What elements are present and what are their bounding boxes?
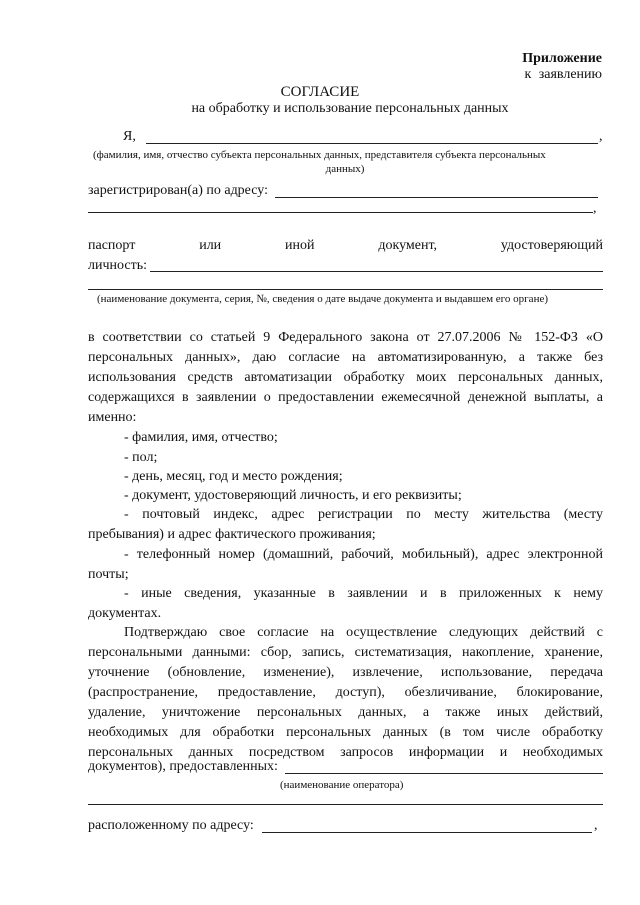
other-item — [88, 584, 603, 624]
subject-prefix: Я, — [123, 129, 136, 144]
passport-word: документ, — [378, 238, 438, 253]
located-label: расположенному по адресу: — [88, 818, 254, 833]
to-application-label: к заявлению — [524, 67, 602, 82]
confirm-line: удаление, уничтожение персональных данных, а также иных действий, — [88, 705, 603, 720]
intro-line: использования средств автоматизации обработку моих персональных данных, — [88, 370, 603, 385]
phone-item — [88, 545, 603, 585]
operator-note: (наименование оператора) — [280, 779, 404, 791]
identity-label: личность: — [88, 258, 147, 273]
confirm-line: персональными данными: сбор, запись, систематизация, накопление, хранение, — [88, 645, 603, 660]
document-title: СОГЛАСИЕ — [280, 84, 360, 100]
list-item: - фамилия, имя, отчество; — [124, 430, 278, 445]
postal-item — [88, 505, 603, 545]
address-field-2[interactable] — [88, 212, 593, 213]
passport-word: паспорт — [88, 238, 136, 253]
intro-paragraph — [88, 328, 603, 428]
list-item: - день, месяц, год и место рождения; — [124, 469, 343, 484]
intro-line: персональных данных», даю согласие на автоматизированную, а также без — [88, 350, 603, 365]
subject-note-line1: (фамилия, имя, отчество субъекта персональных данных, представителя субъекта персональных — [93, 149, 546, 161]
confirm-line: уточнение (обновление, изменение), извлечение, использование, передача — [88, 665, 603, 680]
confirm-paragraph — [88, 623, 603, 763]
passport-words — [88, 236, 603, 256]
postal-line: - почтовый индекс, адрес регистрации по месту жительства (месту — [124, 507, 603, 522]
intro-line: содержащихся в заявлении о предоставлении ежемесячной денежной выплаты, а — [88, 390, 603, 405]
document-subtitle: на обработку и использование персональных данных — [191, 101, 509, 116]
intro-line: в соответствии со статьей 9 Федерального закона от 27.07.2006 № 152-ФЗ «О — [88, 330, 603, 345]
operator-field[interactable] — [285, 773, 603, 774]
other-line: документах. — [88, 606, 162, 621]
subject-note-line2: данных) — [325, 163, 365, 175]
operator-field-2[interactable] — [88, 804, 603, 805]
address-line2-suffix: , — [593, 201, 597, 216]
confirm-line: персональных данных посредством запросов информации и необходимых — [88, 745, 603, 760]
address-field-1[interactable] — [275, 197, 598, 198]
phone-line: почты; — [88, 567, 129, 582]
address-label: зарегистрирован(а) по адресу: — [88, 183, 268, 198]
passport-word: или — [199, 238, 222, 253]
appendix-label: Приложение — [522, 51, 602, 66]
identity-field-2[interactable] — [88, 289, 603, 290]
passport-note: (наименование документа, серия, №, сведения о дате выдаче документа и выдавшем его органе) — [97, 293, 548, 305]
passport-word: удостоверяющий — [500, 238, 604, 253]
confirm-line: необходимых для обработки персональных данных (в том числе обработку — [88, 725, 603, 740]
other-line: - иные сведения, указанные в заявлении и в приложенных к нему — [124, 586, 603, 601]
located-suffix: , — [594, 818, 598, 833]
located-address-field[interactable] — [262, 832, 592, 833]
intro-line: именно: — [88, 410, 137, 425]
provided-label: документов), предоставленных: — [88, 759, 278, 774]
postal-line: пребывания) и адрес фактического проживания; — [88, 527, 376, 542]
confirm-line: (распространение, предоставление, доступ), обезличивание, блокирование, — [88, 685, 603, 700]
phone-line: - телефонный номер (домашний, рабочий, мобильный), адрес электронной — [124, 547, 603, 562]
list-item: - документ, удостоверяющий личность, и его реквизиты; — [124, 488, 462, 503]
list-item: - пол; — [124, 450, 158, 465]
subject-name-field[interactable] — [146, 143, 598, 144]
passport-word: иной — [285, 238, 315, 253]
confirm-line: Подтверждаю свое согласие на осуществление следующих действий с — [124, 625, 603, 640]
identity-field-1[interactable] — [150, 271, 603, 272]
subject-suffix: , — [599, 129, 603, 144]
